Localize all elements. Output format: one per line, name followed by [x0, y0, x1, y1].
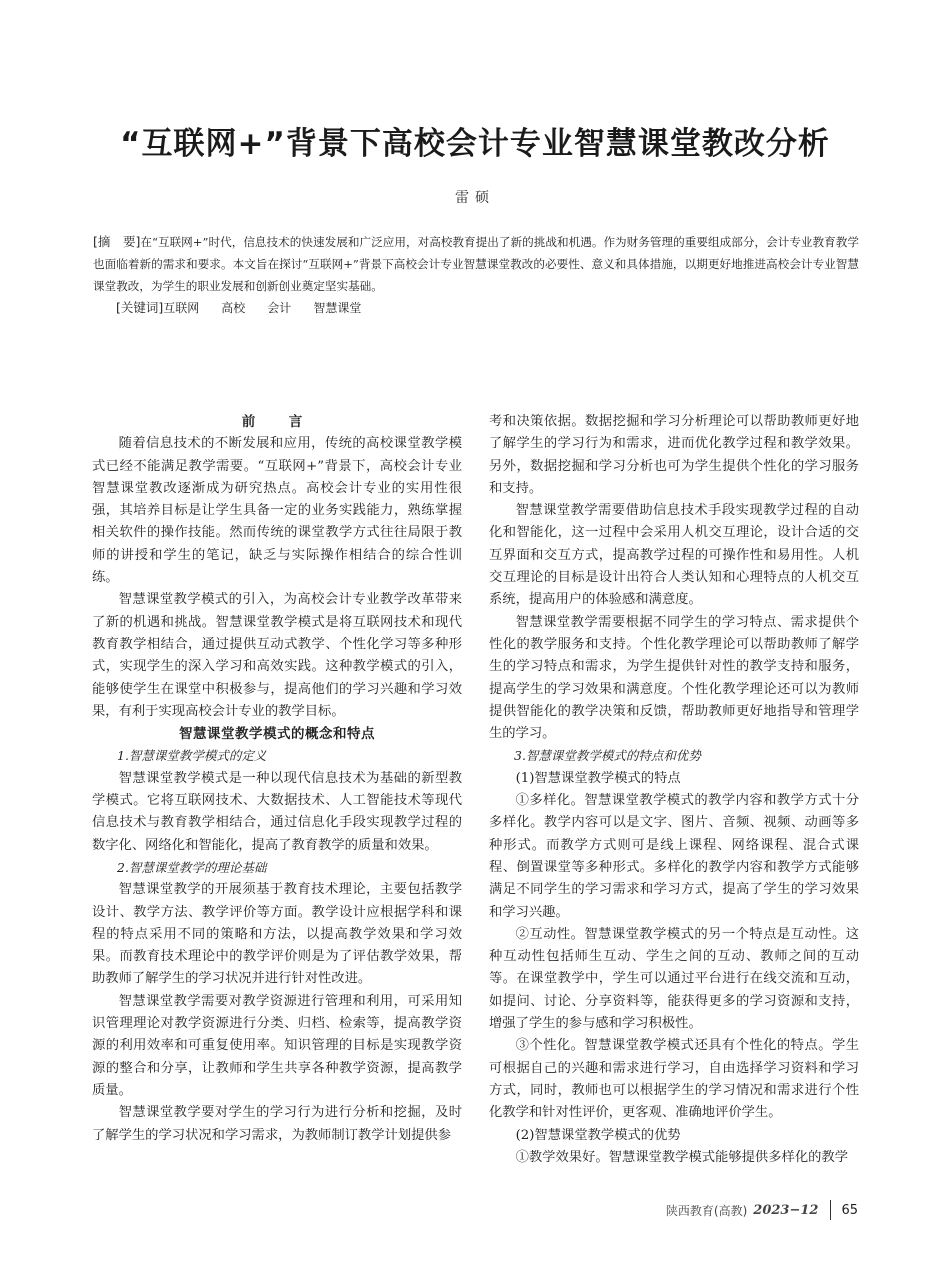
article-title: “互联网+”背景下高校会计专业智慧课堂教改分析	[120, 126, 830, 162]
subsection-heading: 3.智慧课堂教学模式的特点和优势	[514, 748, 701, 764]
paragraph: 考和决策依据。数据挖掘和学习分析理论可以帮助教师更好地了解学生的学习行为和需求，进而优化教学过程和教学效果。另外，数据挖掘和学习分析也可为学生提供个性化的学习服务和支持。	[489, 414, 859, 496]
paragraph: ③个性化。智慧课堂教学模式还具有个性化的特点。学生可根据自己的兴趣和需求进行学习，自由选择学习资料和学习方式，同时，教师也可以根据学生的学习情况和需求进行个性化教学和针对性评价，更客观、准确地评价学生。	[489, 1038, 859, 1121]
preface-heading: 前 言	[241, 414, 313, 430]
keywords-label: [关键词]	[116, 300, 164, 315]
journal-name: 陕西教育(高教)	[665, 1203, 748, 1218]
paragraph: 智慧课堂教学的开展须基于教育技术理论，主要包括教学设计、教学方法、教学评价等方面。教学设计应根据学科和课程的特点采用不同的策略和方法，以提高教学效果和学习效果。而教育技术理论中的教学评价则是为了评估教学效果，帮助教师了解学生的学习状况并进行针对性改进。	[92, 882, 462, 987]
sub-subsection-heading: (1)智慧课堂教学模式的特点	[515, 770, 681, 786]
keyword: 互联网	[163, 301, 200, 315]
sub-subsection-heading: (2)智慧课堂教学模式的优势	[515, 1127, 681, 1143]
keyword: 高校	[221, 301, 246, 315]
paragraph: 随着信息技术的不断发展和应用，传统的高校课堂教学模式已经不能满足教学需要。“互联网+”背景下，高校会计专业智慧课堂教改逐渐成为研究热点。高校会计专业的实用性很强，其培养目标是让学生具备一定的业务实践能力，熟练掌握相关软件的操作技能。然而传统的课堂教学方式往往局限于教师的讲授和学生的笔记，缺乏与实际操作相结合的综合性训练。	[92, 436, 462, 586]
abstract-label: [摘 要]	[93, 234, 141, 249]
page-number: 65	[841, 1202, 858, 1218]
abstract-text: 在“互联网+”时代，信息技术的快速发展和广泛应用，对高校教育提出了新的挑战和机遇。作为财务管理的重要组成部分，会计专业教育教学也面临着新的需求和要求。本文旨在探讨“互联网+”背景下高校会计专业智慧课堂教改的必要性、意义和具体措施，以期更好地推进高校会计专业智慧课堂教改，为学生的职业发展和创新创业奠定坚实基础。	[93, 235, 859, 293]
paragraph: 智慧课堂教学要对学生的学习行为进行分析和挖掘，及时了解学生的学习状况和学习需求，为教师制订教学计划提供参	[92, 1105, 462, 1143]
paragraph: ①多样化。智慧课堂教学模式的教学内容和教学方式十分多样化。教学内容可以是文字、图片、音频、视频、动画等多种形式。而教学方式则可是线上课程、网络课程、混合式课程、倒置课堂等多种形式。多样化的教学内容和教学方式能够满足不同学生的学习需求和学习方式，提高了学生的学习效果和学习兴趣。	[489, 793, 859, 920]
keywords	[116, 297, 383, 319]
left-column	[92, 411, 462, 1147]
keyword: 会计	[267, 301, 292, 315]
paragraph: 智慧课堂教学需要借助信息技术手段实现教学过程的自动化和智能化，这一过程中会采用人机交互理论，设计合适的交互界面和交互方式，提高教学过程的可操作性和易用性。人机交互理论的目标是设计出符合人类认知和心理特点的人机交互系统，提高用户的体验感和满意度。	[489, 503, 859, 608]
author-name: 雷硕	[455, 190, 495, 206]
subsection-heading: 1.智慧课堂教学模式的定义	[117, 748, 267, 764]
abstract	[93, 231, 859, 297]
subsection-heading: 2.智慧课堂教学的理论基础	[117, 859, 267, 875]
keyword: 智慧课堂	[313, 301, 362, 315]
paragraph: ①教学效果好。智慧课堂教学模式能够提供多样化的教学	[515, 1149, 849, 1165]
paragraph: 智慧课堂教学模式是一种以现代信息技术为基础的新型教学模式。它将互联网技术、大数据技术、人工智能技术等现代信息技术与教育教学相结合，通过信息化手段实现教学过程的数字化、网络化和智能化，提高了教育教学的质量和效果。	[92, 770, 462, 853]
right-column	[489, 411, 859, 1169]
section-heading: 智慧课堂教学模式的概念和特点	[179, 726, 375, 743]
paragraph: ②互动性。智慧课堂教学模式的另一个特点是互动性。这种互动性包括师生互动、学生之间的互动、教师之间的互动等。在课堂教学中，学生可以通过平台进行在线交流和互动，如提问、讨论、分享资料等，能获得更多的学习资源和支持，增强了学生的参与感和学习积极性。	[489, 926, 859, 1032]
paragraph: 智慧课堂教学需要根据不同学生的学习特点、需求提供个性化的教学服务和支持。个性化教学理论可以帮助教师了解学生的学习特点和需求，为学生提供针对性的教学支持和服务，提高学生的学习效果和满意度。个性化教学理论还可以为教师提供智能化的教学决策和反馈，帮助教师更好地指导和管理学生的学习。	[489, 614, 859, 742]
issue-number: 2023−12	[753, 1202, 819, 1218]
paragraph: 智慧课堂教学需要对教学资源进行管理和利用，可采用知识管理理论对教学资源进行分类、归档、检索等，提高教学资源的利用效率和可重复使用率。知识管理的目标是实现教学资源的整合和分享，让教师和学生共享各种教学资源，提高教学质量。	[92, 993, 462, 1098]
footer-divider	[830, 1200, 831, 1220]
paragraph: 智慧课堂教学模式的引入，为高校会计专业教学改革带来了新的机遇和挑战。智慧课堂教学模式是将互联网技术和现代教育教学相结合，通过提供互动式教学、个性化学习等多种形式，实现学生的深入学习和高效实践。这种教学模式的引入，能够使学生在课堂中积极参与，提高他们的学习兴趣和学习效果，有利于实现高校会计专业的教学目标。	[92, 592, 462, 719]
page-footer	[666, 1200, 858, 1220]
